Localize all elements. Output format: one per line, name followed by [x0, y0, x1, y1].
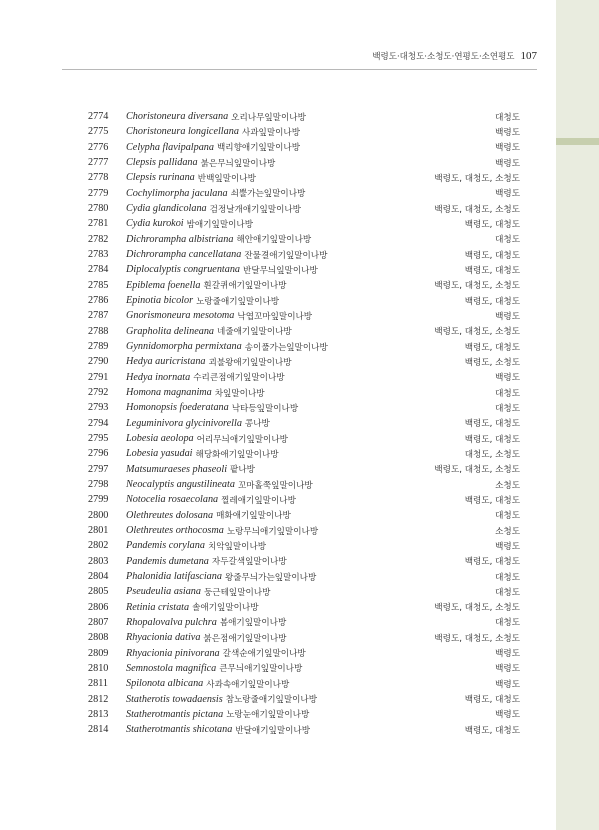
locations: 백령도, 대청도: [464, 495, 520, 506]
korean-name: 노랑무늬애기잎말이나방: [226, 526, 319, 537]
korean-name: 차잎말이나방: [214, 388, 265, 399]
scientific-name: Leguminivora glycinivorella: [126, 417, 242, 429]
scientific-name: Statherotis towadaensis: [126, 693, 223, 705]
scientific-name: Dichrorampha cancellatana: [126, 249, 242, 261]
list-item: [88, 462, 520, 477]
korean-name: 쇠뿔가는잎말이나방: [230, 189, 306, 200]
korean-name: 노랑줄애기잎말이나방: [196, 296, 280, 307]
entry-number: 2797: [88, 463, 109, 475]
list-item: [88, 661, 520, 676]
locations: 백령도: [495, 541, 520, 552]
scientific-name: Semnostola magnifica: [126, 662, 217, 674]
header-rule: [62, 69, 537, 70]
list-item: [88, 492, 520, 507]
side-accent-stripe: [556, 138, 599, 145]
korean-name: 참노랑줄애기잎말이나방: [225, 695, 318, 706]
entry-number: 2778: [88, 172, 109, 184]
locations: 백령도: [495, 127, 520, 138]
scientific-name: Hedya inornata: [126, 371, 191, 383]
locations: 소청도: [495, 480, 520, 491]
scientific-name: Clepsis rurinana: [126, 172, 195, 184]
korean-name: 둥근테잎말이나방: [203, 587, 271, 598]
scientific-name: Grapholita delineana: [126, 325, 215, 337]
korean-name: 어리무늬애기잎말이나방: [196, 434, 288, 445]
entry-number: 2791: [88, 371, 109, 383]
scientific-name: Lobesia aeolopa: [126, 433, 194, 445]
korean-name: 낙타등잎말이나방: [231, 403, 299, 414]
locations: 백령도, 대청도: [464, 250, 520, 261]
list-item: [88, 615, 520, 630]
entry-number: 2803: [88, 555, 109, 567]
locations: 백령도, 대청도: [464, 557, 520, 568]
locations: 백령도, 대청도, 소청도: [434, 465, 520, 476]
entry-number: 2787: [88, 310, 109, 322]
locations: 백령도, 소청도: [464, 357, 520, 368]
scientific-name: Statherotmantis pictana: [126, 708, 224, 720]
list-item: [88, 554, 520, 569]
entry-number: 2798: [88, 479, 109, 491]
korean-name: 잔물결애기잎말이나방: [244, 250, 328, 261]
list-item: [88, 400, 520, 415]
scientific-name: Pandemis dumetana: [126, 555, 209, 567]
entry-number: 2775: [88, 126, 109, 138]
list-item: [88, 170, 520, 185]
list-item: [88, 600, 520, 615]
korean-name: 검정날개애기잎말이나방: [209, 204, 301, 215]
entry-number: 2810: [88, 662, 109, 674]
korean-name: 왕줄무늬가는잎말이나방: [224, 572, 317, 583]
entry-number: 2788: [88, 325, 109, 337]
page-number: 107: [520, 50, 537, 62]
scientific-name: Rhopalovalva pulchra: [126, 616, 217, 628]
list-item: [88, 155, 520, 170]
entry-number: 2811: [88, 678, 108, 690]
running-header: [372, 50, 537, 62]
locations: 백령도: [495, 311, 520, 322]
korean-name: 반달무늬잎말이나방: [243, 265, 318, 276]
entry-number: 2809: [88, 647, 109, 659]
korean-name: 콩나방: [244, 419, 270, 430]
entry-number: 2781: [88, 218, 109, 230]
list-item: [88, 324, 520, 339]
locations: 백령도: [495, 189, 520, 200]
list-item: [88, 523, 520, 538]
scientific-name: Celypha flavipalpana: [126, 141, 214, 153]
korean-name: 붉은무늬잎말이나방: [200, 158, 276, 169]
entry-number: 2804: [88, 571, 109, 582]
entry-number: 2795: [88, 433, 109, 445]
entry-number: 2796: [88, 448, 109, 460]
list-item: [88, 538, 520, 553]
korean-name: 반달애기잎말이나방: [235, 725, 311, 736]
locations: 백령도, 대청도, 소청도: [434, 173, 520, 184]
locations: 소청도: [495, 526, 520, 537]
scientific-name: Choristoneura longicellana: [126, 126, 239, 138]
list-item: [88, 140, 520, 155]
list-item: [88, 308, 520, 323]
locations: 백령도, 대청도, 소청도: [434, 603, 520, 614]
korean-name: 백리향애기잎말이나방: [217, 143, 301, 154]
list-item: [88, 508, 520, 523]
list-item: [88, 385, 520, 400]
list-item: [88, 477, 520, 492]
list-item: [88, 630, 520, 645]
scientific-name: Cydia glandicolana: [126, 203, 207, 215]
locations: 백령도: [495, 664, 520, 675]
korean-name: 봄애기잎말이나방: [219, 618, 287, 629]
locations: 백령도, 대청도: [464, 725, 520, 736]
list-item: [88, 722, 520, 737]
list-item: [88, 645, 520, 660]
list-item: [88, 676, 520, 691]
entry-number: 2812: [88, 693, 109, 705]
entry-number: 2792: [88, 387, 109, 399]
entry-number: 2790: [88, 356, 109, 368]
list-item: [88, 232, 520, 247]
list-item: [88, 278, 520, 293]
scientific-name: Rhyacionia pinivorana: [126, 647, 220, 659]
scientific-name: Pseudeulia asiana: [126, 586, 201, 598]
entry-number: 2805: [88, 586, 109, 598]
korean-name: 솔애기잎말이나방: [192, 603, 259, 614]
korean-name: 괴불왕애기잎말이나방: [208, 357, 292, 368]
list-item: [88, 124, 520, 139]
list-item: [88, 293, 520, 308]
list-item: [88, 186, 520, 201]
korean-name: 붉은점애기잎말이나방: [203, 633, 287, 644]
scientific-name: Olethreutes orthocosma: [126, 525, 224, 537]
locations: 대청도: [495, 112, 520, 123]
locations: 백령도, 대청도, 소청도: [434, 204, 520, 215]
locations: 백령도: [495, 373, 520, 384]
list-item: [88, 707, 520, 722]
locations: 백령도, 대청도, 소청도: [434, 633, 520, 644]
korean-name: 팥나방: [230, 465, 255, 476]
korean-name: 노랑눈애기잎말이나방: [226, 710, 310, 721]
korean-name: 반백잎말이나방: [197, 173, 256, 184]
list-item: [88, 109, 520, 124]
scientific-name: Homona magnanima: [126, 387, 212, 399]
scientific-name: Notocelia rosaecolana: [126, 494, 219, 506]
korean-name: 큰무늬애기잎말이나방: [219, 664, 303, 675]
entry-number: 2807: [88, 616, 109, 628]
list-item: [88, 216, 520, 231]
locations: 백령도, 대청도: [464, 695, 520, 706]
scientific-name: Neocalyptis angustilineata: [126, 479, 235, 491]
locations: 백령도, 대청도: [464, 265, 520, 276]
korean-name: 오리나무잎말이나방: [231, 112, 306, 123]
scientific-name: Choristoneura diversana: [126, 111, 229, 123]
list-item: [88, 370, 520, 385]
locations: 대청도: [495, 572, 520, 583]
korean-name: 갈색순애기잎말이나방: [222, 649, 306, 660]
scientific-name: Diplocalyptis congruentana: [126, 264, 241, 276]
list-item: [88, 569, 520, 584]
entry-number: 2814: [88, 724, 109, 736]
locations: 대청도: [495, 235, 520, 246]
entry-number: 2802: [88, 540, 109, 552]
korean-name: 찔레애기잎말이나방: [221, 495, 296, 506]
scientific-name: Matsumuraeses phaseoli: [126, 463, 228, 475]
korean-name: 사과속애기잎말이나방: [206, 679, 290, 690]
locations: 백령도: [495, 143, 520, 154]
scientific-name: Pandemis corylana: [126, 540, 205, 552]
korean-name: 해안애기잎말이나방: [236, 235, 312, 246]
locations: 대청도: [495, 587, 520, 598]
scientific-name: Rhyacionia dativa: [126, 632, 201, 644]
list-item: [88, 584, 520, 599]
locations: 백령도, 대청도, 소청도: [434, 327, 520, 338]
list-item: [88, 431, 520, 446]
entry-number: 2799: [88, 494, 109, 506]
locations: 대청도: [495, 388, 520, 399]
scientific-name: Statherotmantis shicotana: [126, 724, 233, 736]
scientific-name: Retinia cristata: [126, 601, 190, 613]
scientific-name: Gnorismoneura mesotoma: [126, 310, 235, 322]
korean-name: 네줄애기잎말이나방: [217, 327, 292, 338]
locations: 백령도, 대청도: [464, 342, 520, 353]
korean-name: 수리큰점애기잎말이나방: [193, 373, 285, 384]
scientific-name: Epinotia bicolor: [126, 295, 194, 307]
scientific-name: Olethreutes dolosana: [126, 509, 214, 521]
species-list: [88, 109, 520, 737]
scientific-name: Cydia kurokoi: [126, 218, 184, 230]
korean-name: 밤애기잎말이나방: [186, 219, 254, 230]
entry-number: 2794: [88, 417, 109, 429]
korean-name: 자두갈색잎말이나방: [211, 557, 287, 568]
locations: 백령도: [495, 710, 520, 721]
entry-number: 2780: [88, 203, 109, 215]
scientific-name: Lobesia yasudai: [126, 448, 193, 460]
scientific-name: Hedya auricristana: [126, 356, 206, 368]
list-item: [88, 691, 520, 706]
entry-number: 2777: [88, 157, 109, 169]
locations: 대청도, 소청도: [464, 449, 520, 460]
korean-name: 낙엽꼬마잎말이나방: [237, 311, 313, 322]
header-title: 백령도·대청도·소청도·연평도·소연평도: [372, 52, 515, 62]
side-color-band: [556, 0, 599, 830]
entry-number: 2776: [88, 141, 109, 153]
entry-number: 2800: [88, 509, 109, 521]
list-item: [88, 416, 520, 431]
locations: 대청도: [495, 511, 520, 522]
entry-number: 2785: [88, 279, 109, 291]
korean-name: 사과잎말이나방: [241, 127, 301, 138]
list-item: [88, 354, 520, 369]
list-item: [88, 201, 520, 216]
locations: 백령도, 대청도: [464, 296, 520, 307]
entry-number: 2793: [88, 402, 109, 414]
list-item: [88, 446, 520, 461]
entry-number: 2806: [88, 601, 109, 613]
list-item: [88, 262, 520, 277]
korean-name: 매화애기잎말이나방: [216, 511, 291, 522]
korean-name: 흰갈퀴애기잎말이나방: [203, 281, 287, 292]
entry-number: 2784: [88, 264, 109, 276]
entry-number: 2783: [88, 249, 109, 261]
list-item: [88, 247, 520, 262]
locations: 대청도: [495, 618, 520, 629]
entry-number: 2779: [88, 187, 109, 199]
entry-number: 2782: [88, 233, 109, 245]
locations: 백령도: [495, 158, 520, 169]
entry-number: 2801: [88, 525, 109, 537]
korean-name: 치악잎말이나방: [207, 541, 267, 552]
scientific-name: Phalonidia latifasciana: [126, 571, 222, 582]
korean-name: 해당화애기잎말이나방: [195, 449, 279, 460]
scientific-name: Epiblema foenella: [126, 279, 201, 291]
korean-name: 꼬마홀쭉잎말이나방: [237, 480, 313, 491]
list-item: [88, 339, 520, 354]
locations: 백령도, 대청도: [464, 434, 520, 445]
entry-number: 2786: [88, 295, 109, 307]
locations: 백령도, 대청도: [464, 419, 520, 430]
locations: 백령도: [495, 649, 520, 660]
locations: 백령도: [495, 679, 520, 690]
locations: 백령도, 대청도: [464, 219, 520, 230]
locations: 백령도, 대청도, 소청도: [434, 281, 520, 292]
scientific-name: Cochylimorpha jaculana: [126, 187, 228, 199]
scientific-name: Gynnidomorpha permixtana: [126, 341, 242, 353]
entry-number: 2774: [88, 111, 109, 123]
entry-number: 2813: [88, 708, 109, 720]
locations: 대청도: [495, 403, 520, 414]
korean-name: 송이풀가는잎말이나방: [244, 342, 328, 353]
scientific-name: Spilonota albicana: [126, 678, 204, 690]
entry-number: 2808: [88, 632, 109, 644]
scientific-name: Clepsis pallidana: [126, 157, 198, 169]
entry-number: 2789: [88, 341, 109, 353]
scientific-name: Dichrorampha albistriana: [126, 233, 234, 245]
scientific-name: Homonopsis foederatana: [126, 402, 229, 414]
